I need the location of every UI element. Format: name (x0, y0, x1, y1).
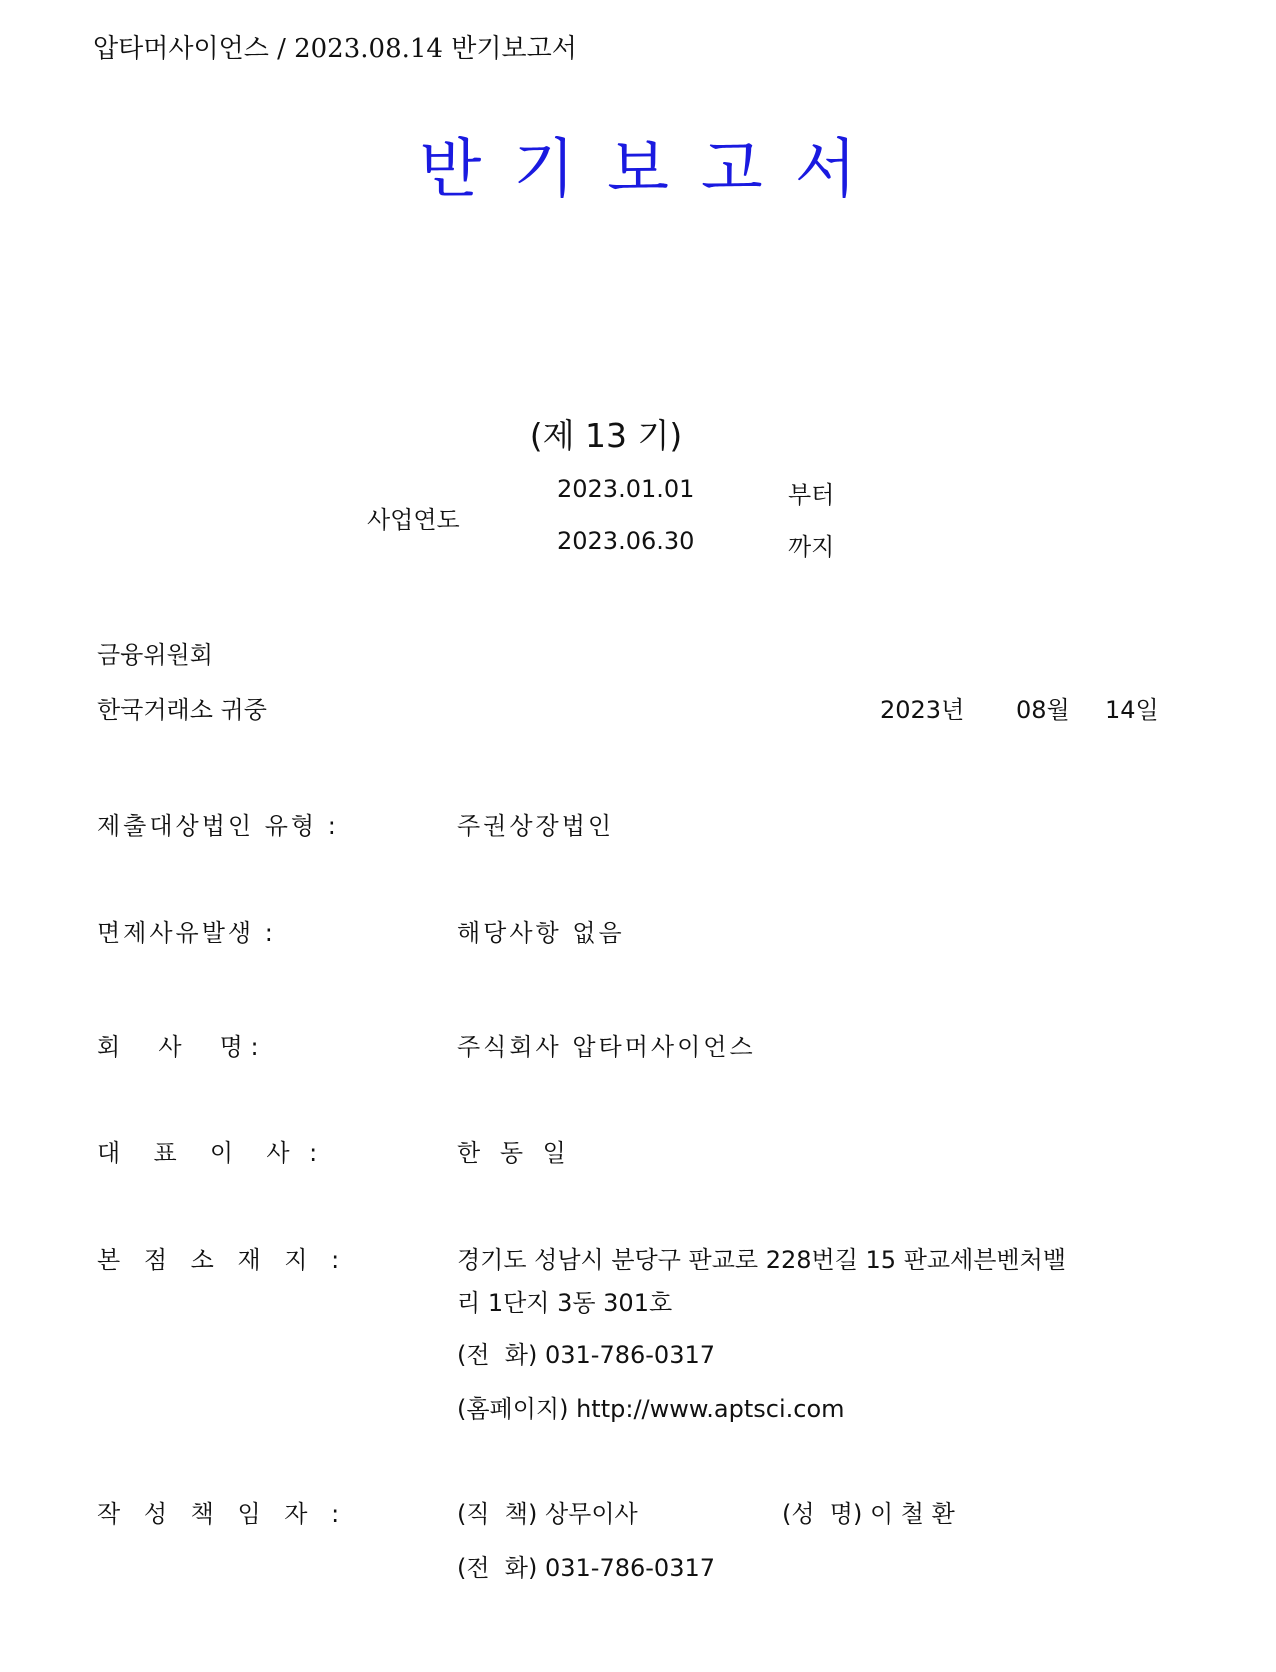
period-start-date: 2023.01.01 (557, 475, 695, 503)
fiscal-year-label: 사업연도 (367, 506, 460, 534)
period-end-date: 2023.06.30 (557, 527, 695, 555)
writer-label: 작 성 책 임 자 : (97, 1500, 348, 1528)
company-name-label: 회 사 명 : (97, 1033, 259, 1061)
writer-position: (직 책) 상무이사 (457, 1500, 638, 1528)
exemption-label: 면제사유발생 : (97, 919, 276, 947)
report-date-year: 2023년 (880, 696, 965, 724)
report-date-day: 14일 (1105, 696, 1159, 724)
corp-type-label: 제출대상법인 유형 : (97, 812, 339, 840)
report-date-month: 08월 (1016, 696, 1070, 724)
recipient-krx: 한국거래소 귀중 (97, 696, 267, 724)
corp-type-value: 주권상장법인 (457, 812, 615, 840)
document-title: 반기보고서 (419, 133, 889, 207)
period-start-suffix: 부터 (788, 481, 835, 509)
exemption-value: 해당사항 없음 (457, 919, 625, 947)
hq-address-line2: 리 1단지 3동 301호 (457, 1289, 673, 1317)
writer-name: (성 명) 이 철 환 (782, 1500, 955, 1528)
writer-phone: (전 화) 031-786-0317 (457, 1554, 715, 1582)
hq-phone: (전 화) 031-786-0317 (457, 1341, 715, 1369)
period-end-suffix: 까지 (788, 533, 835, 561)
hq-homepage: (홈페이지) http://www.aptsci.com (457, 1395, 845, 1423)
ceo-value: 한 동 일 (457, 1139, 572, 1167)
hq-label: 본 점 소 재 지 : (97, 1246, 348, 1274)
running-header: 압타머사이언스 / 2023.08.14 반기보고서 (93, 34, 577, 64)
recipient-fsc: 금융위원회 (97, 641, 213, 669)
ceo-label: 대 표 이 사 : (97, 1139, 324, 1167)
period-number: (제 13 기) (529, 416, 683, 455)
company-name-value: 주식회사 압타머사이언스 (457, 1033, 756, 1061)
hq-address-line1: 경기도 성남시 분당구 판교로 228번길 15 판교세븐벤처밸 (457, 1246, 1066, 1274)
